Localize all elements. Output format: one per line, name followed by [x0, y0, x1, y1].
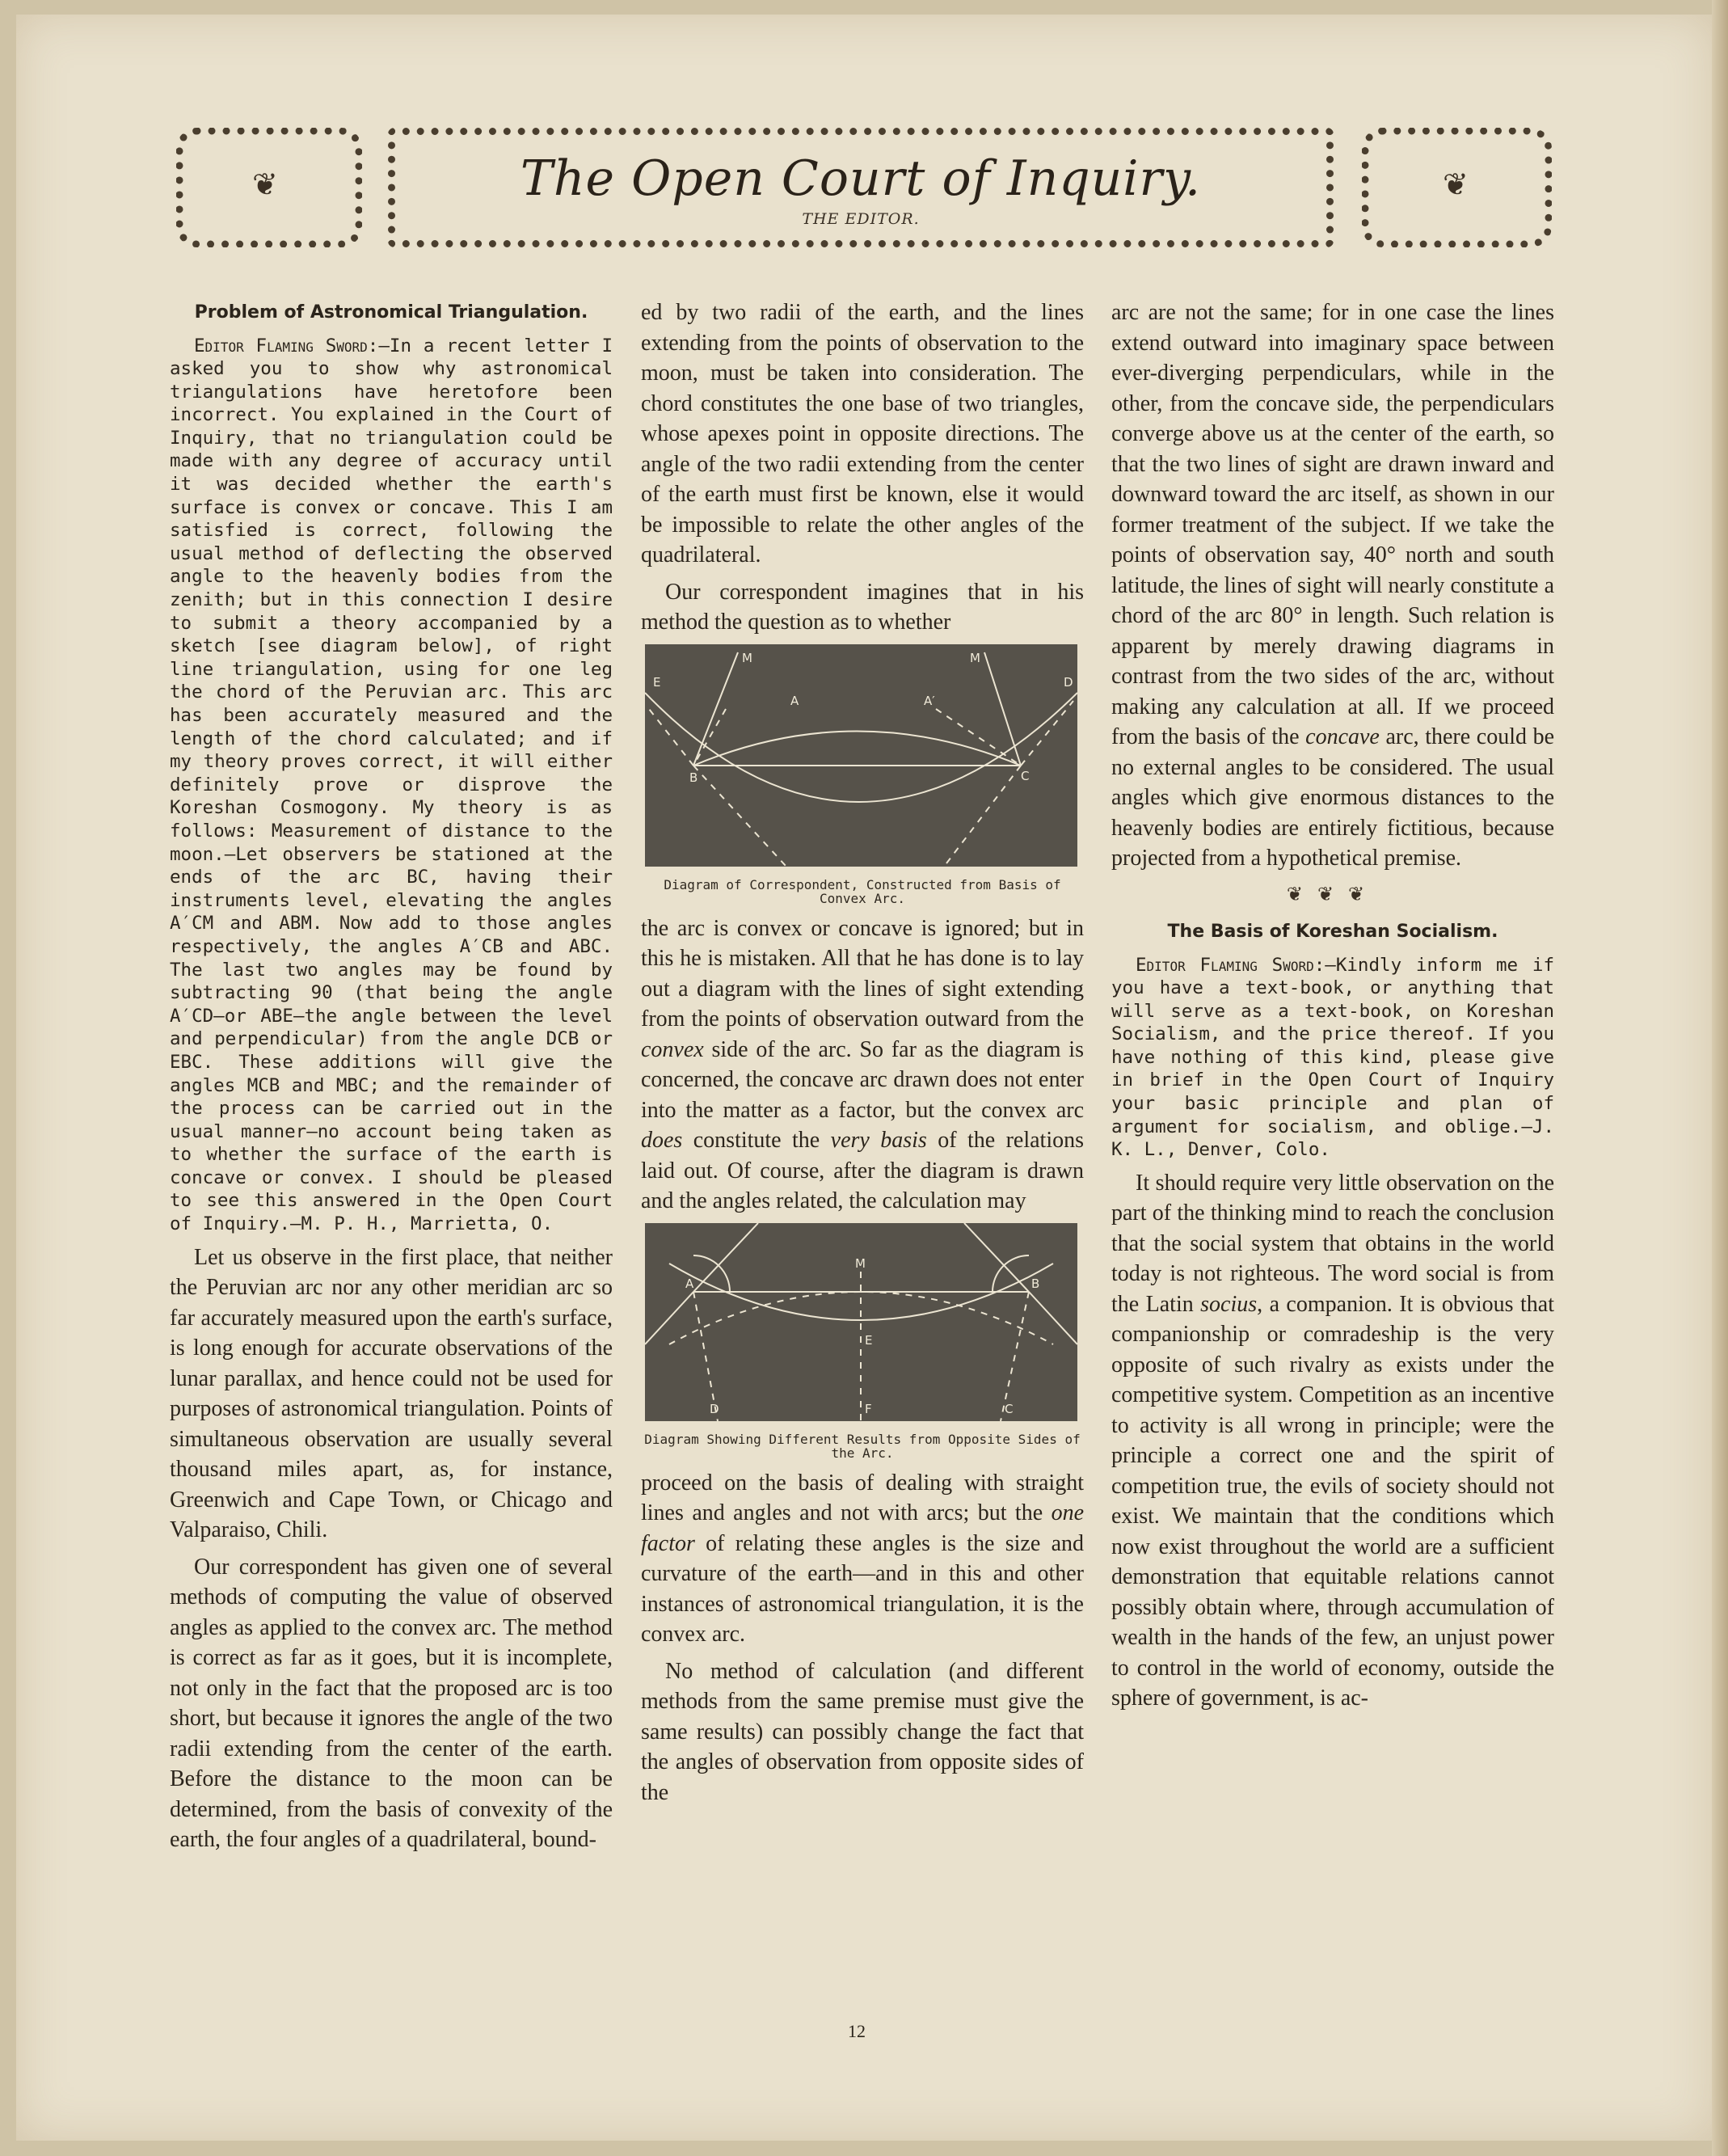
header-banner: [162, 120, 1568, 265]
letter-body: —In a recent letter I asked you to show why astronomical triangulations have heretofore been incorrect. You explained in the Court of Inquiry, that no triangulation could be made with any degree of accuracy until it was decided whether the earth's surface is convex or concave. This I am satisfied is correct, following the usual method of deflecting the observed angle to the heavenly bodies from the zenith; but in this connection I desire to submit a theory accompanied by a sketch [see diagram below], of right line triangulation, using for one leg the chord of the Peruvian arc. This arc has been accurately measured and the length of the chord calculated; and if my theory proves correct, it will either definitely prove or disprove the Koreshan Cosmogony. My theory is as follows: Measurement of distance to the moon.—Let observers be stationed at the ends of the arc BC, having their instruments level, elevating the angles A′CM and ABM. Now add to those angles respectively, the angles A′CB and ABC. The last two angles may be found by subtracting 90 (that being the angle A′CD—or ABE—the angle between the level and perpendicular) from the angle DCB or EBC. These additions will give the angles MCB and MBC; and the remainder of the process can be carried out in the usual manner—no account being taken as to whether the surface of the earth is concave or convex. I should be pleased to see this answered in the Open Court of Inquiry.—M. P. H., Marrietta, O.: [170, 335, 613, 1235]
column-3: [1111, 297, 1554, 1720]
paragraph: [641, 913, 1084, 1217]
diagram-opposite-sides: [645, 1223, 1077, 1421]
text-run: proceed on the basis of dealing with straight lines and angles and not with arcs; but the: [641, 1470, 1084, 1525]
diagram-label: F: [865, 1401, 872, 1416]
diagram-label: B: [689, 770, 698, 785]
text-run: , a companion. It is obvious that companionship or comradeship is the very opposite of such rivalry as exists under the competitive system. Competition as an incentive to activity is all wrong in principle; were the principle a correct one and the spirit of competition true, the evils of society should not exist. We maintain that the conditions which now exist throughout the world are a sufficient demonstration that equitable relations cannot possibly obtain where, through accumulation of wealth in the hands of the few, an unjust power to control in the world of economy, outside the sphere of government, is ac-: [1111, 1291, 1554, 1711]
paragraph: No method of calculation (and different methods from the same premise must give the same results) can possibly change the fact that the angles of observation from opposite sides of the: [641, 1658, 1084, 1805]
byline: THE EDITOR.: [802, 210, 920, 228]
letter-salutation: Editor Flaming Sword:: [1136, 954, 1326, 976]
paragraph: [641, 1468, 1084, 1650]
diagram-label: B: [1031, 1276, 1040, 1291]
figure-1: [641, 644, 1084, 905]
text-run: very basis: [830, 1128, 927, 1153]
paragraph: [1111, 297, 1554, 874]
text-run: side of the arc. So far as the diagram is concerned, the concave arc drawn does not enter into the matter as a factor, but the convex arc: [641, 1036, 1084, 1123]
diagram-label: D: [710, 1401, 719, 1416]
text-run: It should require very little observation on the part of the thinking mind to reach the conclusion that the social system that obtains in the world today is not righteous. The word social is from the Latin: [1111, 1170, 1554, 1317]
diagram-label: E: [653, 674, 661, 690]
diagram-label: A: [790, 693, 799, 708]
figure-caption: Diagram Showing Different Results from Opposite Sides of the Arc.: [644, 1431, 1081, 1461]
text-run: the arc is convex or concave is ignored; but in this he is mistaken. All that he has done is to lay out a diagram with the lines of sight extending from the points of observation outward from the: [641, 915, 1084, 1032]
page-number: 12: [848, 2021, 866, 2041]
column-1: [170, 297, 613, 1862]
letter-body: —Kindly inform me if you have a text-book, or anything that will serve as a text-book, on Koreshan Socialism, and the price thereof. If you have nothing of this kind, please give in brief in the Open Court of Inquiry your basic principle and plan of argument for socialism, and oblige.—J. K. L., Denver, Colo.: [1111, 954, 1554, 1161]
page-edge: [1712, 0, 1728, 2156]
text-run: does: [641, 1128, 683, 1153]
text-run: of the relations laid out. Of course, after the diagram is drawn and the angles related, the calculation may: [641, 1128, 1084, 1213]
diagram-label: C: [1005, 1401, 1014, 1416]
paragraph: Our correspondent imagines that in his method the question as to whether: [641, 579, 1084, 635]
paragraph: Our correspondent has given one of several methods of computing the value of observed angles as applied to the convex arc. The method is correct as far as it goes, but it is incomplete, not only in the fact that the proposed arc is too short, but because it ignores the angle of the two radii extending from the center of the earth. Before the distance to the moon can be determined, from the basis of convexity of the earth, the four angles of a quadrilateral, bound-: [170, 1554, 613, 1853]
article-heading: Problem of Astronomical Triangulation.: [194, 302, 588, 323]
paragraph: [1111, 1168, 1554, 1714]
reader-letter: [1111, 954, 1554, 1162]
paragraph: Let us observe in the first place, that neither the Peruvian arc nor any other meridian arc so far accurately measured upon the earth's surface, is long enough for accurate observations of the lunar parallax, and hence could not be used for purposes of astronomical triangulation. Points of simultaneous observation are usually several thousand miles apart, as, for instance, Greenwich and Cape Town, or Chicago and Valparaiso, Chili.: [170, 1244, 613, 1543]
fleuron-icon: ❦: [1443, 167, 1469, 202]
diagram-label: C: [1021, 768, 1030, 783]
text-run: socius: [1200, 1291, 1258, 1317]
text-run: one factor: [641, 1500, 1084, 1556]
article-heading: The Basis of Koreshan Socialism.: [1167, 922, 1498, 942]
reader-letter: [170, 335, 613, 1236]
diagram-label: A′: [924, 693, 935, 708]
page-title: The Open Court of Inquiry.: [520, 150, 1202, 207]
fleuron-icon: ❦: [252, 167, 278, 202]
text-run: arc, there could be no external angles to be considered. The usual angles which give enormous distances to the heavenly bodies are entirely fictitious, because projected from a hypothetical premise.: [1111, 724, 1555, 871]
text-run: concave: [1305, 724, 1380, 749]
diagram-label: A: [685, 1276, 694, 1291]
figure-2: [641, 1223, 1084, 1460]
diagram-2-svg: [645, 1223, 1077, 1421]
diagram-convex-arc: [645, 644, 1077, 867]
section-divider-icon: ❦❦❦: [1286, 884, 1380, 905]
diagram-1-svg: [645, 644, 1077, 867]
diagram-label: M: [855, 1255, 866, 1271]
column-2: [641, 297, 1084, 1814]
text-run: convex: [641, 1036, 704, 1062]
diagram-label: M: [742, 650, 752, 665]
text-run: constitute the: [682, 1128, 831, 1153]
diagram-label: D: [1064, 674, 1073, 690]
paragraph: ed by two radii of the earth, and the lines extending from the points of observation to the moon, must be taken into consideration. The chord constitutes the one base of two triangles, whose apexes point in opposite directions. The angle of the two radii extending from the center of the earth must first be known, else it would be impossible to relate the other angles of the quadrilateral.: [641, 300, 1084, 567]
letter-salutation: Editor Flaming Sword:: [194, 335, 379, 357]
text-run: arc are not the same; for in one case the lines extend outward into imaginary space between ever-diverging perpendiculars, while in the other, from the concave side, the perpendiculars converge above us at the center of the earth, so that the two lines of sight are drawn inward and downward toward the arc itself, as shown in our former treatment of the subject. If we take the points of observation say, 40° north and south latitude, the lines of sight will nearly constitute a chord of the arc 80° in length. Such relation is apparent by merely drawing diagrams in contrast from the two sides of the arc, without making any calculation at all. If we proceed from the basis of the: [1111, 300, 1554, 749]
text-run: of relating these angles is the size and curvature of the earth—and in this and other instances of astronomical triangulation, it is the convex arc.: [641, 1530, 1084, 1647]
figure-caption: Diagram of Correspondent, Constructed from Basis of Convex Arc.: [664, 876, 1061, 906]
diagram-label: M: [970, 650, 980, 665]
diagram-label: E: [865, 1332, 873, 1348]
